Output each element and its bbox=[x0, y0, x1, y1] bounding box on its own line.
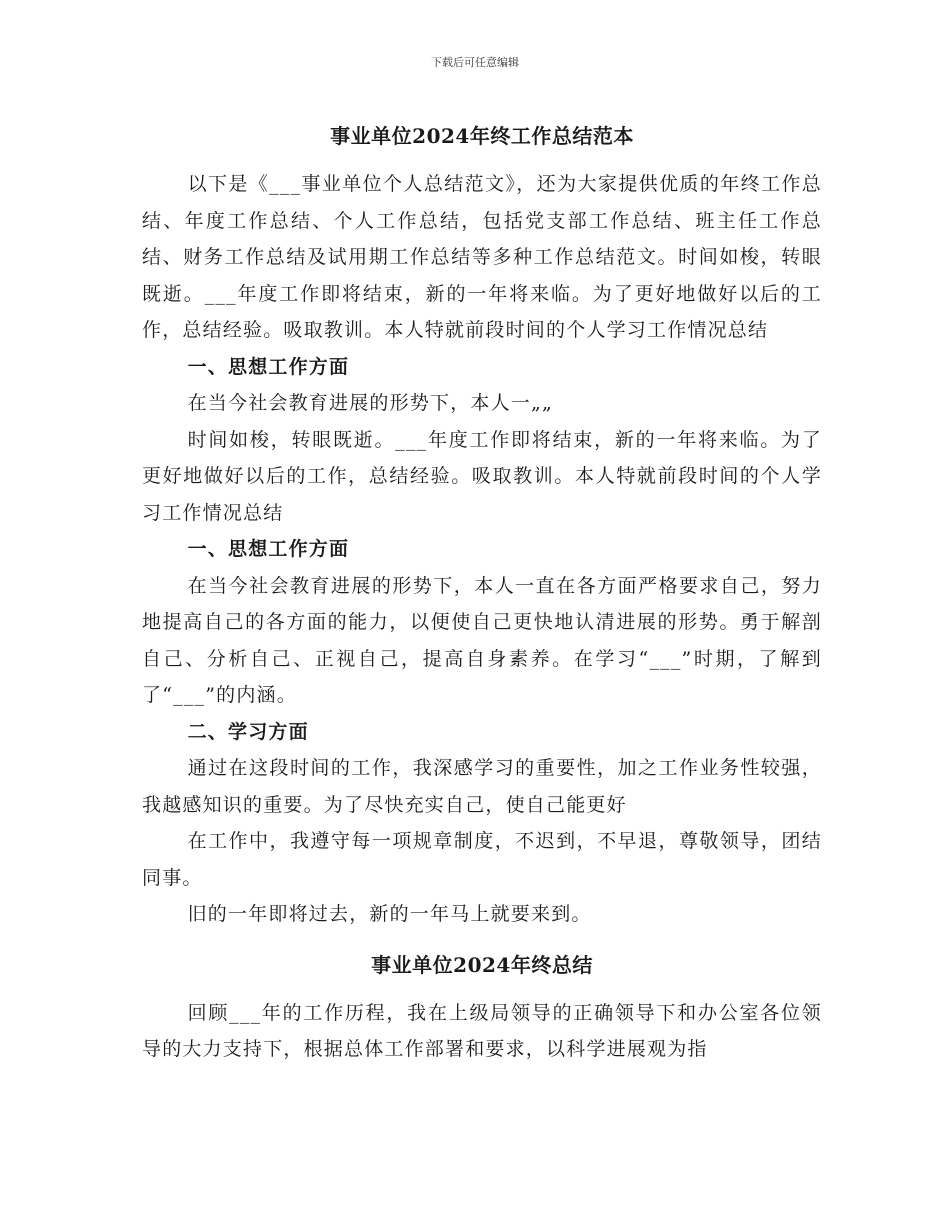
paragraph: 通过在这段时间的工作，我深感学习的重要性，加之工作业务性较强，我越感知识的重要。为了尽快充实自己，使自己能更好 bbox=[142, 757, 822, 816]
paragraph: 时间如梭，转眼既逝。___年度工作即将结束，新的一年将来临。为了更好地做好以后的工作，总结经验。吸取教训。本人特就前段时间的个人学习工作情况总结 bbox=[142, 428, 822, 524]
section-second bbox=[142, 995, 822, 1068]
paragraph: 以下是《___事业单位个人总结范文》，还为大家提供优质的年终工作总结、年度工作总结、个人工作总结，包括党支部工作总结、班主任工作总结、财务工作总结及试用期工作总结等多种工作总结范文。时间如梭，转眼既逝。___年度工作即将结束，新的一年将来临。为了更好地做好以后的工作，总结经验。吸取教训。本人特就前段时间的个人学习工作情况总结 bbox=[142, 173, 822, 341]
header-note: 下载后可任意编辑 bbox=[431, 56, 519, 69]
paragraph: 回顾___年的工作历程，我在上级局领导的正确领导下和办公室各位领导的大力支持下，根据总体工作部署和要求，以科学进展观为指 bbox=[142, 1001, 822, 1060]
paragraph: 在工作中，我遵守每一项规章制度，不迟到，不早退，尊敬领导，团结同事。 bbox=[142, 830, 822, 889]
section-heading: 一、思想工作方面 bbox=[187, 355, 350, 378]
section-heading: 一、思想工作方面 bbox=[187, 538, 350, 560]
document-title: 事业单位2024年终工作总结范本 bbox=[330, 124, 634, 148]
second-title: 事业单位2024年终总结 bbox=[371, 952, 593, 977]
section-heading: 二、学习方面 bbox=[187, 720, 309, 743]
paragraph: 在当今社会教育进展的形势下，本人一„„ bbox=[187, 392, 554, 414]
section-main bbox=[142, 166, 822, 933]
paragraph: 在当今社会教育进展的形势下，本人一直在各方面严格要求自己，努力地提高自己的各方面的能力，以便使自己更快地认清进展的形势。勇于解剖自己、分析自己、正视自己，提高自身素养。在学习“___”时期，了解到了“___”的内涵。 bbox=[142, 574, 822, 706]
document-body bbox=[142, 116, 822, 1068]
paragraph: 旧的一年即将过去，新的一年马上就要来到。 bbox=[187, 903, 592, 925]
